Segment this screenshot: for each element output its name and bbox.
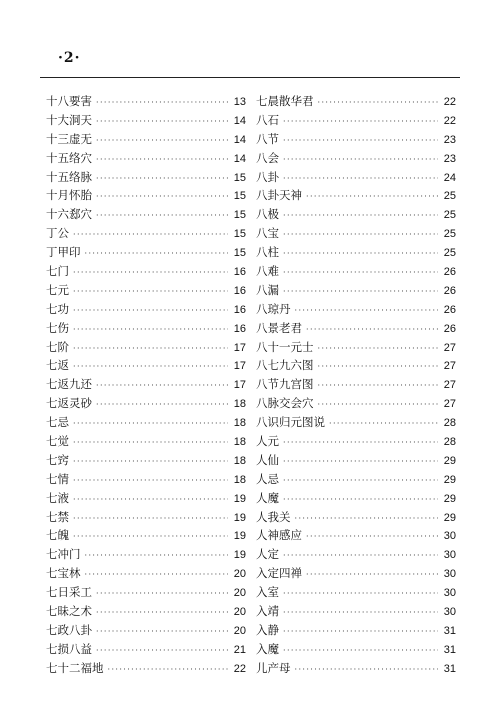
dot-leader [73,302,228,321]
toc-entry-page: 26 [443,303,456,316]
toc-entry-term: 十大洞天 [46,112,92,127]
toc-entry-page: 20 [233,587,246,600]
toc-entry [46,659,246,678]
toc-entry-term: 十三虚无 [46,131,92,146]
toc-entry [256,149,456,168]
toc-entry [46,262,246,281]
toc-entry [256,356,456,375]
dot-leader [73,415,228,434]
toc-entry-page: 30 [443,568,456,581]
toc-entry [256,243,456,262]
toc-entry-page: 26 [443,322,456,335]
toc-entry [256,470,456,489]
toc-entry-term: 人仙 [256,452,279,467]
dot-leader [318,358,439,377]
toc-entry-term: 八琼丹 [256,301,291,316]
dot-leader [96,113,228,132]
toc-entry [46,224,246,243]
toc-entry-term: 八卦天神 [256,188,302,203]
dot-leader [283,604,438,623]
dot-leader [318,340,439,359]
toc-entry-page: 16 [233,322,246,335]
toc-entry-page: 25 [443,209,456,222]
toc-entry-page: 14 [233,152,246,165]
dot-leader [283,132,438,151]
toc-entry [46,130,246,149]
dot-leader [306,528,438,547]
dot-leader [306,566,438,585]
dot-leader [73,510,228,529]
toc-entry-page: 29 [443,492,456,505]
toc-entry-page: 18 [233,454,246,467]
toc-entry [256,130,456,149]
toc-entry-page: 16 [233,284,246,297]
toc-entry [256,451,456,470]
dot-leader [96,170,228,189]
dot-leader [73,283,228,302]
toc-entry-page: 22 [443,96,456,108]
toc-entry-term: 七门 [46,264,69,279]
dot-leader [85,547,229,566]
toc-entry-term: 七返灵砂 [46,396,92,411]
toc-entry-page: 15 [233,228,246,241]
toc-entry-term: 七伤 [46,320,69,335]
dot-leader [318,396,439,415]
toc-entry-page: 23 [443,152,456,165]
toc-entry [256,432,456,451]
toc-entry [46,489,246,508]
toc-entry [256,413,456,432]
dot-leader [283,113,438,132]
toc-entry-page: 21 [233,643,246,656]
toc-entry-page: 15 [233,209,246,222]
toc-entry [46,356,246,375]
toc-entry-term: 八节九宫图 [256,377,314,392]
dot-leader [295,510,439,529]
toc-entry [46,281,246,300]
toc-entry-page: 19 [233,530,246,543]
toc-entry-term: 七情 [46,471,69,486]
toc-entry-page: 19 [233,511,246,524]
header-rule [40,77,460,78]
toc-entry-page: 24 [443,171,456,184]
toc-entry-term: 入魔 [256,641,279,656]
toc-entry-page: 15 [233,171,246,184]
dot-leader [73,491,228,510]
dot-leader [73,528,228,547]
toc-entry [46,621,246,640]
toc-entry-term: 七返 [46,358,69,373]
toc-entry-term: 丁甲印 [46,245,81,260]
toc-entry-term: 七宝林 [46,566,81,581]
toc-entry-term: 七功 [46,301,69,316]
dot-leader [96,585,228,604]
toc-entry-page: 16 [233,303,246,316]
toc-entry-page: 17 [233,360,246,373]
toc-entry-term: 十八要害 [46,94,92,108]
toc-entry [256,564,456,583]
toc-entry-term: 人魔 [256,490,279,505]
toc-entry-term: 七冲门 [46,547,81,562]
dot-leader [283,585,438,604]
toc-entry-term: 七昧之术 [46,604,92,619]
toc-entry [256,319,456,338]
toc-entry [46,300,246,319]
toc-entry [46,92,246,111]
toc-entry-term: 八景老君 [256,320,302,335]
toc-entry [256,205,456,224]
toc-entry [256,262,456,281]
dot-leader [318,94,439,113]
dot-leader [96,188,228,207]
toc-entry-page: 19 [233,492,246,505]
dot-leader [283,264,438,283]
dot-leader [295,302,439,321]
toc-entry [256,394,456,413]
dot-leader [73,453,228,472]
toc-entry [46,375,246,394]
toc-entry [256,224,456,243]
toc-entry-term: 七元 [46,282,69,297]
toc-entry-term: 八卦 [256,169,279,184]
toc-right-column [256,92,456,678]
toc-entry-page: 30 [443,549,456,562]
toc-entry-page: 28 [443,417,456,430]
toc-entry [256,621,456,640]
toc-entry-term: 十月怀胎 [46,188,92,203]
toc-entry [46,564,246,583]
toc-entry-page: 31 [443,643,456,656]
toc-entry-term: 七液 [46,490,69,505]
dot-leader [283,491,438,510]
toc-entry [46,186,246,205]
dot-leader [96,623,228,642]
toc-entry [256,583,456,602]
toc-entry-term: 儿产母 [256,660,291,675]
toc-entry [46,413,246,432]
toc-entry-term: 入定四禅 [256,566,302,581]
toc-entry [256,92,456,111]
toc-entry [46,640,246,659]
dot-leader [283,472,438,491]
toc-entry-page: 14 [233,114,246,127]
toc-entry [46,545,246,564]
toc-entry [256,545,456,564]
toc-entry-page: 22 [233,662,246,675]
toc-entry-page: 17 [233,379,246,392]
toc-entry-page: 30 [443,587,456,600]
dot-leader [73,340,228,359]
toc-entry-term: 八石 [256,112,279,127]
toc-entry-page: 19 [233,549,246,562]
toc-entry-term: 八极 [256,207,279,222]
toc-entry-page: 15 [233,247,246,260]
toc-entry-page: 26 [443,284,456,297]
toc-entry [256,186,456,205]
toc-entry-page: 18 [233,417,246,430]
dot-leader [96,642,228,661]
toc-entry-page: 27 [443,379,456,392]
toc-entry [46,508,246,527]
toc-entry-page: 23 [443,133,456,146]
toc-entry-term: 七窍 [46,452,69,467]
dot-leader [73,226,228,245]
toc-entry-page: 20 [233,624,246,637]
toc-entry-term: 八七九六图 [256,358,314,373]
page-number: ·2· [58,50,81,66]
toc-entry-term: 七日采工 [46,585,92,600]
toc-entry-page: 31 [443,662,456,675]
toc-entry-page: 27 [443,360,456,373]
toc-entry-page: 18 [233,473,246,486]
toc-entry [256,338,456,357]
toc-entry-page: 22 [443,114,456,127]
dot-leader [283,642,438,661]
toc-entry [256,375,456,394]
toc-entry-page: 18 [233,398,246,411]
dot-leader [283,151,438,170]
toc-entry [46,394,246,413]
toc-entry-page: 30 [443,530,456,543]
toc-entry-page: 15 [233,190,246,203]
toc-entry-page: 27 [443,341,456,354]
toc-entry [256,300,456,319]
toc-entry-page: 29 [443,473,456,486]
dot-leader [73,434,228,453]
toc-entry-page: 28 [443,436,456,449]
toc-entry-term: 七觉 [46,434,69,449]
dot-leader [283,207,438,226]
toc-entry-page: 26 [443,266,456,279]
dot-leader [73,321,228,340]
dot-leader [283,170,438,189]
toc-entry-term: 七忌 [46,415,69,430]
dot-leader [73,264,228,283]
toc-entry-term: 七十二福地 [46,660,104,675]
dot-leader [96,151,228,170]
dot-leader [306,321,438,340]
toc-entry [256,602,456,621]
toc-entry-page: 20 [233,606,246,619]
toc-entry [46,243,246,262]
toc-entry [256,489,456,508]
toc-entry-term: 人忌 [256,471,279,486]
toc-entry [256,508,456,527]
toc-entry-term: 八会 [256,150,279,165]
dot-leader [283,245,438,264]
toc-entry-term: 人定 [256,547,279,562]
toc-entry-page: 18 [233,436,246,449]
toc-entry [46,602,246,621]
dot-leader [329,415,438,434]
dot-leader [96,377,228,396]
dot-leader [283,226,438,245]
toc-entry [46,338,246,357]
toc-entry-term: 八节 [256,131,279,146]
toc-entry-term: 七阶 [46,339,69,354]
toc-entry [46,526,246,545]
toc-entry [46,451,246,470]
toc-entry-page: 25 [443,228,456,241]
dot-leader [73,358,228,377]
dot-leader [283,434,438,453]
dot-leader [306,188,438,207]
toc-entry-term: 人神感应 [256,528,302,543]
toc-entry-term: 七损八益 [46,641,92,656]
toc-entry-term: 十五络脉 [46,169,92,184]
toc-entry-page: 30 [443,606,456,619]
dot-leader [283,547,438,566]
toc-entry-page: 25 [443,247,456,260]
dot-leader [283,283,438,302]
dot-leader [108,661,229,680]
toc-entry-page: 16 [233,266,246,279]
toc-entry [256,659,456,678]
toc-entry [256,526,456,545]
toc-left-column [46,92,246,678]
dot-leader [96,132,228,151]
toc-entry-term: 人元 [256,434,279,449]
toc-entry [46,583,246,602]
toc-entry-term: 八难 [256,264,279,279]
toc-entry [46,432,246,451]
toc-entry [256,281,456,300]
toc-entry-term: 八宝 [256,226,279,241]
toc-entry-term: 入室 [256,585,279,600]
dot-leader [318,377,439,396]
toc-entry-term: 七魄 [46,528,69,543]
dot-leader [85,245,229,264]
toc-entry [46,111,246,130]
toc-entry-term: 七返九还 [46,377,92,392]
dot-leader [96,207,228,226]
dot-leader [96,396,228,415]
toc-entry-term: 入静 [256,622,279,637]
toc-entry-term: 七禁 [46,509,69,524]
toc-entry-page: 20 [233,568,246,581]
toc-entry-term: 丁公 [46,226,69,241]
toc-entry-term: 八漏 [256,282,279,297]
toc-entry-page: 29 [443,511,456,524]
toc-entry-term: 人我关 [256,509,291,524]
toc-entry-page: 29 [443,454,456,467]
dot-leader [283,623,438,642]
toc-entry-term: 七政八卦 [46,622,92,637]
dot-leader [96,94,228,113]
toc-entry-term: 七晨散华君 [256,94,314,108]
dot-leader [73,472,228,491]
toc-entry-term: 八十一元士 [256,339,314,354]
toc-entry [46,149,246,168]
toc-entry-term: 八脉交会穴 [256,396,314,411]
toc-entry-term: 八柱 [256,245,279,260]
toc-entry-term: 入靖 [256,604,279,619]
toc-entry [46,205,246,224]
toc-entry-term: 十六郄穴 [46,207,92,222]
toc-entry [256,168,456,187]
toc-entry-term: 十五络穴 [46,150,92,165]
toc-entry [46,470,246,489]
toc-entry [256,640,456,659]
toc-entry-page: 14 [233,133,246,146]
toc-entry-page: 27 [443,398,456,411]
toc-entry-term: 八识归元图说 [256,415,325,430]
toc-entry [256,111,456,130]
dot-leader [295,661,439,680]
dot-leader [283,453,438,472]
toc-entry-page: 17 [233,341,246,354]
dot-leader [85,566,229,585]
toc-entry [46,319,246,338]
toc-entry-page: 13 [233,96,246,108]
toc-entry-page: 25 [443,190,456,203]
toc-entry [46,168,246,187]
dot-leader [96,604,228,623]
toc-entry-page: 31 [443,624,456,637]
